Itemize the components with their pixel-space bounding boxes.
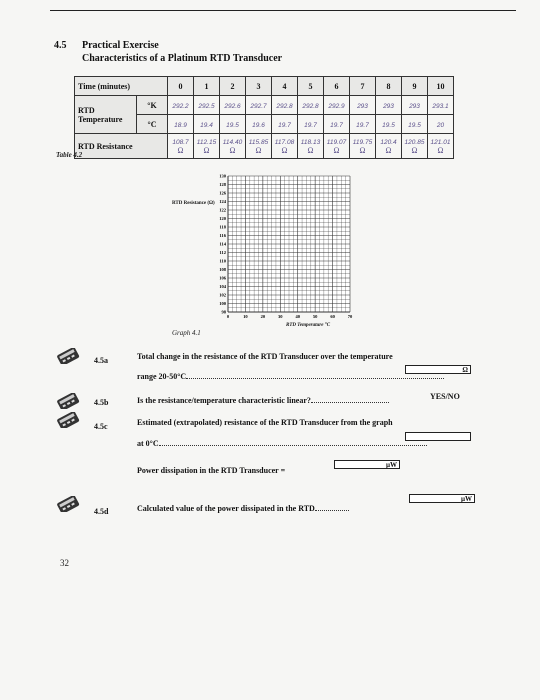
answer-field-resistance-change[interactable]: Ω [405,365,471,374]
rtd-data-table [74,76,454,159]
y-tick-label: 114 [219,241,226,247]
y-tick-label: 124 [219,199,226,204]
section-heading [54,40,159,52]
time-cell: 2 [220,77,246,96]
resistance-row [75,134,454,159]
resistance-cell: 118.13 Ω [298,134,324,159]
question-text: Calculated value of the power dissipated in the RTD [137,504,349,513]
unit-c: °C [137,115,168,134]
calculator-icon [55,412,83,428]
temp-c-cell: 19.5 [376,115,402,134]
calculator-icon [55,393,83,409]
time-cell: 7 [350,77,376,96]
temp-k-cell: 292.6 [220,96,246,115]
resistance-cell: 114.40 Ω [220,134,246,159]
y-tick-label: 128 [219,182,226,187]
x-tick-label: 60 [330,314,335,319]
y-tick-label: 116 [219,233,226,238]
time-cell: 1 [194,77,220,96]
time-cell: 4 [272,77,298,96]
calculator-icon [55,496,83,512]
time-cell: 6 [324,77,350,96]
calculator-icon [55,348,83,364]
y-tick-label: 108 [219,267,226,272]
y-tick-label: 98 [221,309,226,315]
temp-k-cell: 293 [376,96,402,115]
section-subtitle: Characteristics of a Platinum RTD Transducer [82,53,283,64]
temp-label: RTD Temperature [75,96,137,134]
resistance-cell: 115.85 Ω [246,134,272,159]
y-tick-label: 100 [219,301,226,306]
temp-k-cell: 292.8 [298,96,324,115]
y-tick-label: 118 [219,224,226,230]
temp-k-cell: 293 [402,96,428,115]
time-cell: 3 [246,77,272,96]
rtd-graph [168,166,358,336]
question-text: Is the resistance/temperature characteristic linear? [137,396,389,405]
resistance-cell: 119.75 Ω [350,134,376,159]
resistance-label: RTD Resistance [75,134,168,159]
question-number: 4.5a [94,356,108,365]
time-row [75,77,454,96]
y-tick-label: 102 [219,292,226,298]
time-cell: 8 [376,77,402,96]
temp-k-cell: 292.2 [168,96,194,115]
question-text-cont: range 20-50°C [137,372,444,381]
time-cell: 0 [168,77,194,96]
x-tick-label: 10 [243,314,248,319]
x-tick-label: 30 [278,314,283,319]
temp-k-cell: 293.1 [428,96,454,115]
question-text: Estimated (extrapolated) resistance of the RTD Transducer from the graph [137,418,393,427]
temp-c-cell: 19.7 [350,115,376,134]
answer-field-extrapolated-resistance[interactable] [405,432,471,441]
graph-grid [228,176,350,312]
top-rule [50,10,516,11]
y-tick-label: 126 [219,190,226,196]
x-tick-label: 20 [260,314,266,319]
temp-k-row [75,96,454,115]
x-tick-label: 50 [312,314,318,319]
temp-k-cell: 292.9 [324,96,350,115]
resistance-cell: 119.07 Ω [324,134,350,159]
temp-c-cell: 19.4 [194,115,220,134]
resistance-cell: 120.85 Ω [402,134,428,159]
resistance-cell: 117.08 Ω [272,134,298,159]
question-text: Total change in the resistance of the RTD Transducer over the temperature [137,352,393,361]
resistance-cell: 120.4 Ω [376,134,402,159]
temp-k-cell: 292.7 [246,96,272,115]
x-tick-label: 40 [295,314,300,319]
temp-c-cell: 19.6 [246,115,272,134]
temp-c-cell: 20 [428,115,454,134]
yes-no-answer[interactable]: YES/NO [430,392,460,401]
resistance-cell: 108.7 Ω [168,134,194,159]
page-number: 32 [60,558,69,568]
y-tick-label: 104 [219,284,226,289]
x-tick-label: 0 [226,314,230,319]
question-number: 4.5d [94,507,109,516]
time-cell: 10 [428,77,454,96]
y-tick-label: 110 [219,258,226,264]
temp-c-cell: 19.7 [272,115,298,134]
temp-c-cell: 19.5 [220,115,246,134]
time-cell: 9 [402,77,428,96]
table-caption: Table 4.2 [56,151,83,159]
section-number: 4.5 [54,40,67,51]
question-text-cont: at 0°C [137,439,427,448]
temp-c-cell: 19.7 [298,115,324,134]
section-title: Practical Exercise [82,40,159,51]
question-number: 4.5b [94,398,109,407]
answer-field-power-dissipation[interactable]: µW [334,460,400,469]
x-axis-label: RTD Temperature °C [286,323,331,328]
graph-caption: Graph 4.1 [172,329,201,337]
temp-k-cell: 292.5 [194,96,220,115]
temp-c-cell: 19.5 [402,115,428,134]
y-tick-label: 106 [219,275,226,281]
time-label: Time (minutes) [75,77,168,96]
answer-field-calculated-power[interactable]: µW [409,494,475,503]
y-tick-label: 120 [219,216,226,221]
y-tick-labels [219,174,227,315]
temp-c-cell: 18.9 [168,115,194,134]
temp-k-cell: 293 [350,96,376,115]
y-axis-label: RTD Resistance (Ω) [172,201,215,206]
x-tick-labels [227,314,353,319]
unit-k: °K [137,96,168,115]
y-tick-label: 122 [219,207,226,213]
resistance-cell: 112.15 Ω [194,134,220,159]
x-tick-label: 70 [347,314,353,319]
temp-k-cell: 292.8 [272,96,298,115]
temp-c-cell: 19.7 [324,115,350,134]
power-dissipation-text: Power dissipation in the RTD Transducer = [137,466,286,475]
resistance-cell: 121.01 Ω [428,134,454,159]
time-cell: 5 [298,77,324,96]
y-tick-label: 130 [219,173,226,179]
y-tick-label: 112 [219,250,226,255]
question-number: 4.5c [94,422,108,431]
